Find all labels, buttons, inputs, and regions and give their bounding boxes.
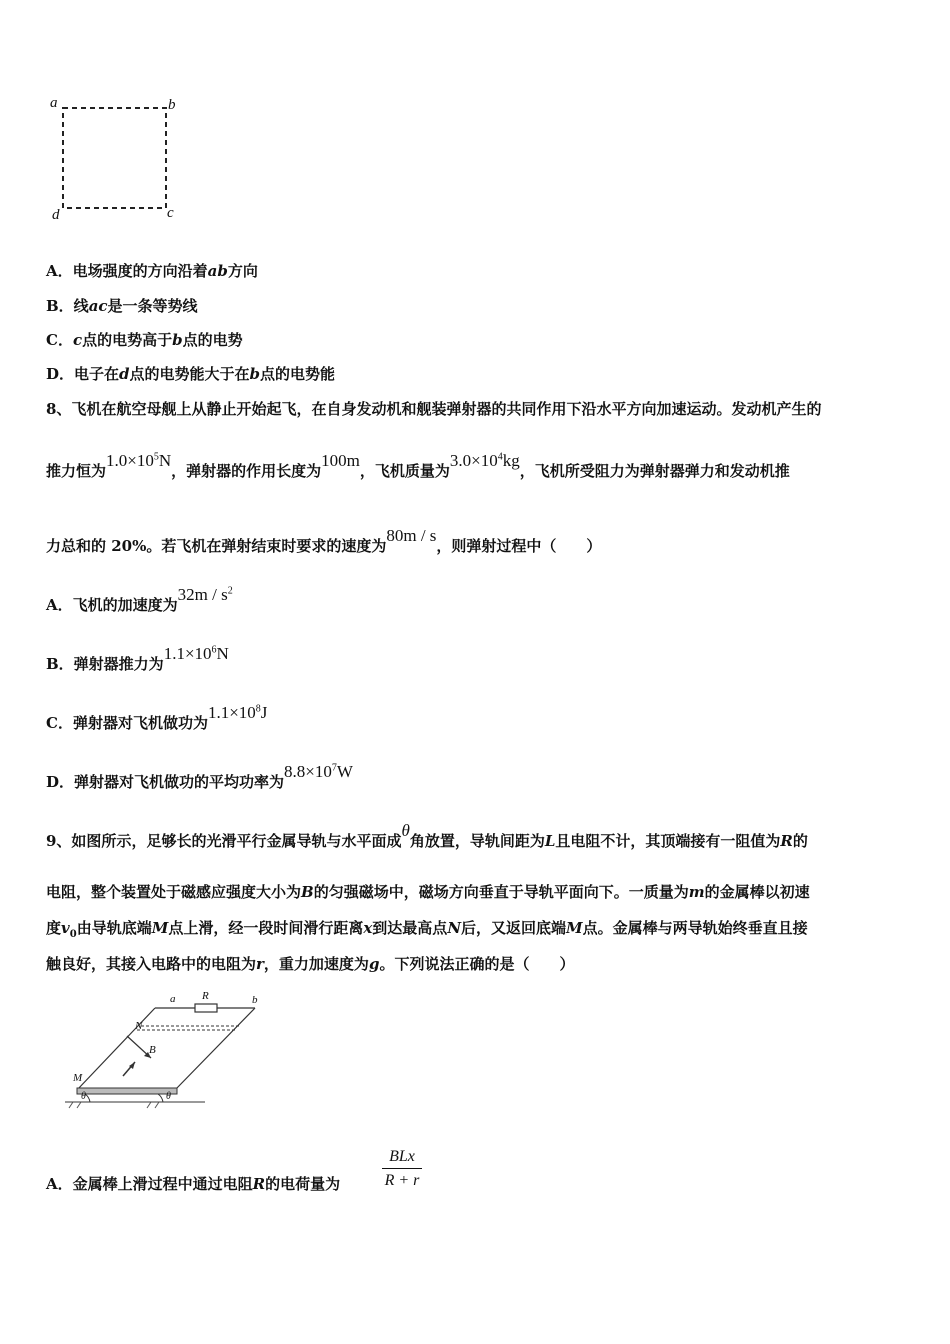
fig2-label-M: M xyxy=(73,1072,83,1084)
label-c: c xyxy=(167,205,174,221)
q7-option-a xyxy=(46,260,258,281)
q9-theta: θ xyxy=(401,821,410,840)
q8-l2-t3: ，飞机质量为 xyxy=(359,462,450,480)
q7-d-var1: d xyxy=(119,365,130,383)
inclined-rails-diagram xyxy=(55,990,275,1115)
dashed-square-diagram xyxy=(40,95,200,235)
q7-c-var1: c xyxy=(72,331,83,349)
q7-b-var: ac xyxy=(88,297,108,315)
q8-option-c: C．弹射器对飞机做功为$1.1\times 10^8J$ xyxy=(46,703,268,732)
q7-d-var2: b xyxy=(249,365,261,383)
q8-stem-line1: 8、飞机在航空母舰上从静止开始起飞，在自身发动机和舰装弹射器的共同作用下沿水平方向加速运动。发动机产生的 xyxy=(46,400,822,418)
q9-stem-line2: 电阻，整个装置处于磁感应强度大小为B的匀强磁场中，磁场方向垂直于导轨平面向下。一质量为m的金属棒以初速 xyxy=(46,883,810,901)
figure-inclined-rails xyxy=(55,990,275,1115)
fraction-numerator: BLx xyxy=(382,1148,422,1169)
fig2-label-R: R xyxy=(202,990,209,1002)
q8-speed-value: 80m / s xyxy=(386,526,437,545)
q9-a-fraction xyxy=(382,1148,422,1190)
q8-option-b: B．弹射器推力为$1.1\times 10^6N$ xyxy=(46,644,229,673)
q7-d-suffix: 点的电势能 xyxy=(260,365,336,383)
q7-c-prefix: C． xyxy=(46,331,73,349)
q7-c-suffix: 点的电势 xyxy=(182,331,243,349)
q7-option-c xyxy=(46,329,243,350)
q8-thrust-value: $1.0\times 10^5N$ xyxy=(106,451,172,470)
q8-length-value: 100m xyxy=(321,451,360,470)
q7-b-prefix: B．线 xyxy=(46,297,89,315)
label-d: d xyxy=(52,207,60,223)
q7-a-suffix: 方向 xyxy=(227,262,258,280)
q7-c-mid: 点的电势高于 xyxy=(82,331,173,349)
q8-b-value: $1.1\times 10^6N$ xyxy=(163,644,229,663)
q7-c-var2: b xyxy=(172,331,183,349)
figure-square-abcd xyxy=(40,95,200,235)
q7-d-prefix: D．电子在 xyxy=(46,365,120,383)
q8-d-value: $8.8\times 10^7W$ xyxy=(284,762,353,781)
q8-l2-t1: 推力恒为 xyxy=(46,462,107,480)
fig2-label-a: a xyxy=(170,993,176,1005)
q8-mass-value: $3.0\times 10^4kg$ xyxy=(449,451,520,470)
fig2-label-b: b xyxy=(252,994,258,1006)
fraction-denominator: R + r xyxy=(384,1172,420,1189)
q7-option-b xyxy=(46,295,198,316)
q8-option-d: D．弹射器对飞机做功的平均功率为$8.8\times 10^7W$ xyxy=(46,762,353,791)
q8-l3-t2: ，则弹射过程中（ ） xyxy=(436,537,602,555)
q8-l3-t1: 力总和的 20%。若飞机在弹射结束时要求的速度为 xyxy=(46,537,387,555)
q9-stem-line4: 触良好，其接入电路中的电阻为r，重力加速度为g。下列说法正确的是（ ） xyxy=(46,955,575,973)
q8-c-value: $1.1\times 10^8J$ xyxy=(207,703,268,722)
q7-d-mid: 点的电势能大于在 xyxy=(129,365,250,383)
q7-b-suffix: 是一条等势线 xyxy=(107,297,198,315)
q8-stem-line2 xyxy=(46,451,790,481)
q8-a-value: $32m / s^2$ xyxy=(177,585,233,604)
fig2-label-theta2: θ xyxy=(166,1091,171,1102)
q8-l2-t4: ，飞机所受阻力为弹射器弹力和发动机推 xyxy=(519,462,790,480)
q9-stem-line3: 度$v_0$由导轨底端M点上滑，经一段时间滑行距离x到达最高点N后，又返回底端M点。金属棒与两导轨始终垂直且接 xyxy=(46,919,808,940)
fig2-label-N: N xyxy=(135,1020,143,1032)
q9-stem-line1: 9、如图所示，足够长的光滑平行金属导轨与水平面成θ角放置，导轨间距为L且电阻不计，其顶端接有一阻值为R的 xyxy=(46,821,808,850)
label-a: a xyxy=(50,95,58,111)
q9-option-a: A．金属棒上滑过程中通过电阻R的电荷量为 xyxy=(46,1175,341,1193)
q7-a-prefix: A．电场强度的方向沿着 xyxy=(46,262,208,280)
q7-a-var: ab xyxy=(207,262,228,280)
label-b: b xyxy=(168,97,176,113)
q8-stem-line3 xyxy=(46,526,602,556)
fig2-label-theta1: θ xyxy=(81,1091,86,1102)
q7-option-d xyxy=(46,363,335,384)
q8-option-a: A．飞机的加速度为$32m / s^2$ xyxy=(46,585,233,614)
fig2-label-B: B xyxy=(149,1044,156,1056)
q8-l2-t2: ，弹射器的作用长度为 xyxy=(171,462,322,480)
